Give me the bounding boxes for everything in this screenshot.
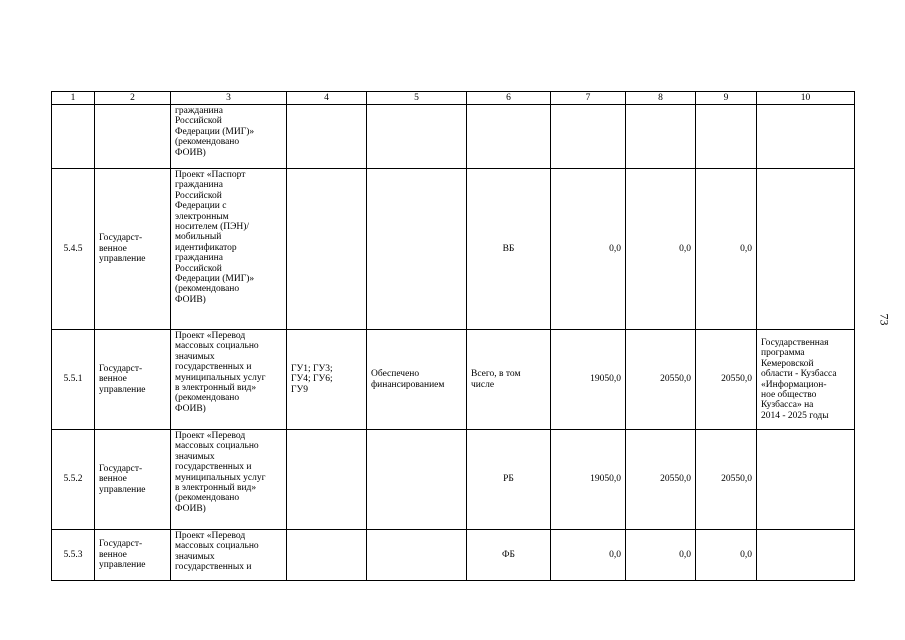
area-cell	[95, 105, 171, 169]
status-cell	[367, 105, 467, 169]
value-cell: 20550,0	[626, 330, 696, 430]
source-cell: ФБ	[467, 530, 551, 581]
area-cell: Государст- венное управление	[95, 530, 171, 581]
header-cell: 4	[287, 92, 367, 105]
value-cell	[551, 105, 626, 169]
program-cell	[757, 105, 855, 169]
header-cell: 6	[467, 92, 551, 105]
table-row	[52, 430, 855, 530]
project-cell: Проект «Перевод массовых социально значимых государственных и	[171, 530, 287, 581]
services-cell	[287, 530, 367, 581]
value-cell: 0,0	[696, 530, 757, 581]
status-cell: Обеспечено финансированием	[367, 330, 467, 430]
value-cell: 0,0	[551, 530, 626, 581]
value-cell	[626, 105, 696, 169]
program-cell	[757, 530, 855, 581]
services-cell	[287, 105, 367, 169]
project-cell: гражданина Российской Федерации (МИГ)» (рекомендовано ФОИВ)	[171, 105, 287, 169]
value-cell: 19050,0	[551, 430, 626, 530]
value-cell: 20550,0	[696, 330, 757, 430]
value-cell: 19050,0	[551, 330, 626, 430]
services-cell: ГУ1; ГУ3; ГУ4; ГУ6; ГУ9	[287, 330, 367, 430]
header-cell: 10	[757, 92, 855, 105]
source-cell: Всего, в том числе	[467, 330, 551, 430]
project-cell: Проект «Перевод массовых социально значимых государственных и муниципальных услуг в электронный вид» (рекомендовано ФОИВ)	[171, 330, 287, 430]
value-cell: 0,0	[696, 169, 757, 330]
header-cell: 2	[95, 92, 171, 105]
services-cell	[287, 430, 367, 530]
header-cell: 8	[626, 92, 696, 105]
value-cell	[696, 105, 757, 169]
row-number: 5.5.1	[52, 330, 95, 430]
table-row	[52, 330, 855, 430]
value-cell: 20550,0	[696, 430, 757, 530]
header-cell: 1	[52, 92, 95, 105]
status-cell	[367, 530, 467, 581]
plan-table	[51, 91, 855, 581]
table-row	[52, 169, 855, 330]
services-cell	[287, 169, 367, 330]
project-cell: Проект «Перевод массовых социально значимых государственных и муниципальных услуг в электронный вид» (рекомендовано ФОИВ)	[171, 430, 287, 530]
program-cell: Государственная программа Кемеровской области - Кузбасса «Информацион- ное общество Кузбасса» на 2014 - 2025 годы	[757, 330, 855, 430]
value-cell: 20550,0	[626, 430, 696, 530]
row-number: 5.5.2	[52, 430, 95, 530]
value-cell: 0,0	[626, 530, 696, 581]
row-number: 5.5.3	[52, 530, 95, 581]
header-cell: 5	[367, 92, 467, 105]
area-cell: Государст- венное управление	[95, 430, 171, 530]
area-cell: Государст- венное управление	[95, 169, 171, 330]
program-cell	[757, 169, 855, 330]
source-cell: РБ	[467, 430, 551, 530]
project-cell: Проект «Паспорт гражданина Российской Федерации с электронным носителем (ПЭН)/ мобильный идентификатор гражданина Российской Федерации (МИГ)» (рекомендовано ФОИВ)	[171, 169, 287, 330]
value-cell: 0,0	[551, 169, 626, 330]
row-number	[52, 105, 95, 169]
row-number: 5.4.5	[52, 169, 95, 330]
header-cell: 7	[551, 92, 626, 105]
source-cell	[467, 105, 551, 169]
value-cell: 0,0	[626, 169, 696, 330]
table-row	[52, 105, 855, 169]
header-cell: 3	[171, 92, 287, 105]
program-cell	[757, 430, 855, 530]
table-row	[52, 530, 855, 581]
status-cell	[367, 169, 467, 330]
status-cell	[367, 430, 467, 530]
header-row	[52, 92, 855, 105]
header-cell: 9	[696, 92, 757, 105]
source-cell: ВБ	[467, 169, 551, 330]
area-cell: Государст- венное управление	[95, 330, 171, 430]
page-number: 73	[877, 313, 892, 326]
